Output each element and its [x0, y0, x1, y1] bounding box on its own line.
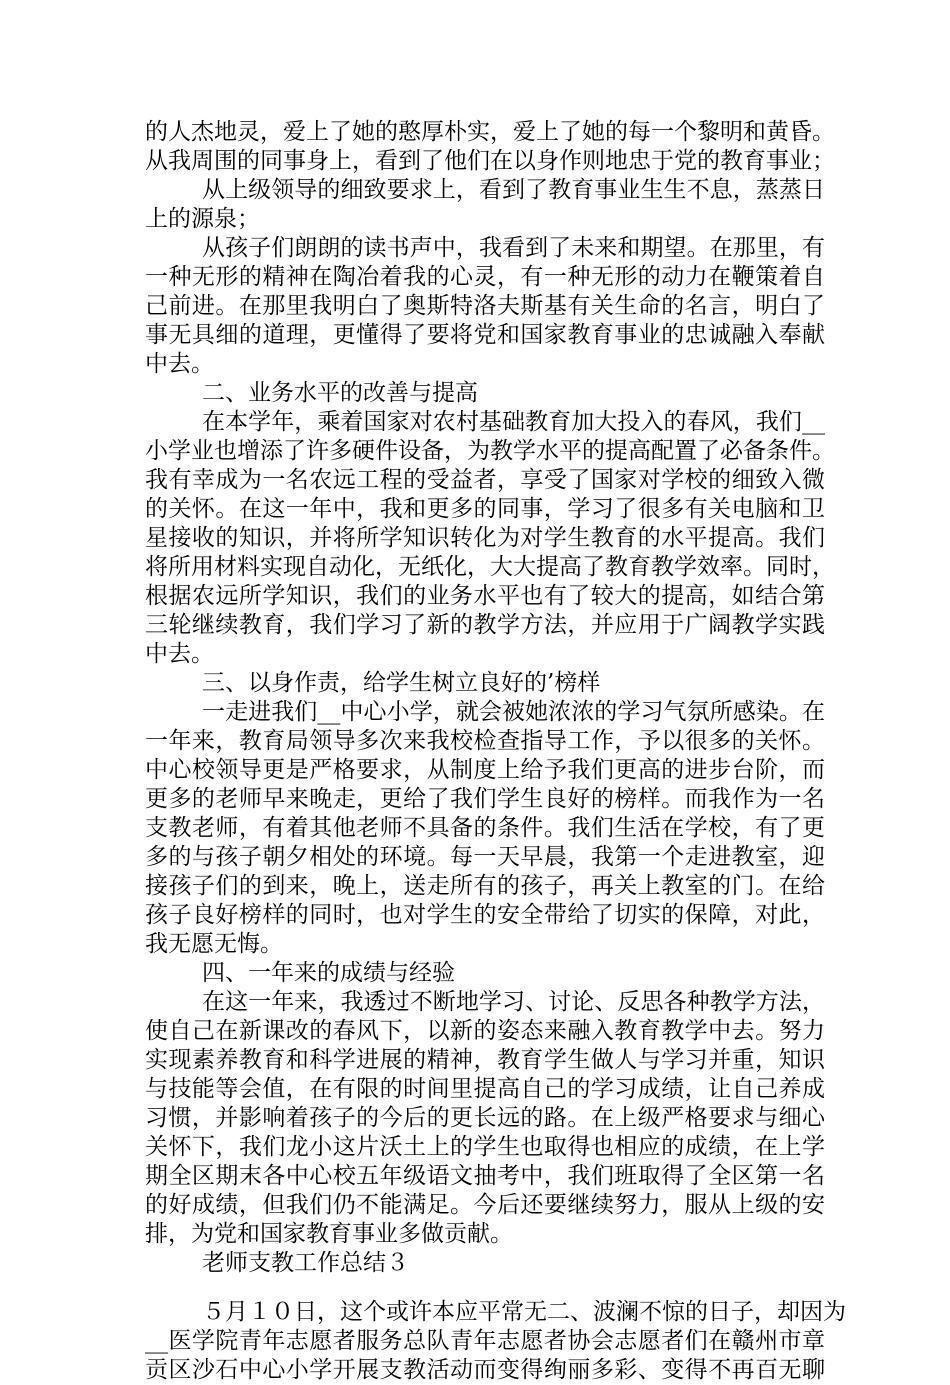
text-line: 习惯，并影响着孩子的今后的更长远的路。在上级严格要求与细心: [145, 1105, 825, 1131]
text-line: 排，为党和国家教育事业多做贡献。: [145, 1221, 513, 1247]
text-line: 的好成绩，但我们仍不能满足。今后还要继续努力，服从上级的安: [145, 1192, 825, 1218]
text-line: 期全区期末各中心校五年级语文抽考中，我们班取得了全区第一名: [145, 1163, 825, 1189]
text-line: 小学业也增添了许多硬件设备，为教学水平的提高配置了必备条件。: [145, 438, 835, 464]
text-line: 多的与孩子朝夕相处的环境。每一天早晨，我第一个走进教室，迎: [145, 844, 825, 870]
text-line: 支教老师，有着其他老师不具备的条件。我们生活在学校，有了更: [145, 815, 825, 841]
text-line: 从上级领导的细致要求上，看到了教育事业生生不息，蒸蒸日: [202, 177, 825, 203]
text-line: 贡区沙石中心小学开展支教活动而变得绚丽多彩、变得不再百无聊: [145, 1357, 825, 1383]
text-line: 与技能等会值，在有限的时间里提高自己的学习成绩，让自己养成: [145, 1076, 825, 1102]
text-line: 从我周围的同事身上，看到了他们在以身作则地忠于党的教育事业；: [145, 148, 835, 174]
text-line: 关怀下，我们龙小这片沃土上的学生也取得也相应的成绩，在上学: [145, 1134, 825, 1160]
text-line: 使自己在新课改的春风下，以新的姿态来融入教育教学中去。努力: [145, 1018, 825, 1044]
text-line: 的关怀。在这一年中，我和更多的同事，学习了很多有关电脑和卫: [145, 496, 825, 522]
text-line: 更多的老师早来晚走，更给了我们学生良好的榜样。而我作为一名: [145, 786, 825, 812]
text-line: 的人杰地灵，爱上了她的憨厚朴实，爱上了她的每一个黎明和黄昏。: [145, 119, 835, 145]
section-heading: 四、一年来的成绩与经验: [202, 960, 455, 986]
text-line: 从孩子们朗朗的读书声中，我看到了未来和期望。在那里，有: [202, 235, 825, 261]
text-line: 星接收的知识，并将所学知识转化为对学生教育的水平提高。我们: [145, 525, 825, 551]
text-line: 根据农远所学知识，我们的业务水平也有了较大的提高，如结合第: [145, 583, 825, 609]
text-line: 实现素养教育和科学进展的精神，教育学生做人与学习并重，知识: [145, 1047, 825, 1073]
text-line: 中心校领导更是严格要求，从制度上给予我们更高的进步台阶，而: [145, 757, 825, 783]
text-line: 在本学年，乘着国家对农村基础教育加大投入的春风，我们__: [202, 409, 825, 435]
text-line: 中去。: [145, 641, 214, 667]
text-line: 上的源泉；: [145, 206, 260, 232]
section-heading: 老师支教工作总结３: [202, 1250, 409, 1276]
text-line: 孩子良好榜样的同时，也对学生的安全带给了切实的保障，对此，: [145, 902, 825, 928]
text-line: 一走进我们__中心小学，就会被她浓浓的学习气氛所感染。在: [202, 699, 825, 725]
text-line: 接孩子们的到来，晚上，送走所有的孩子，再关上教室的门。在给: [145, 873, 825, 899]
text-line: 一年来，教育局领导多次来我校检查指导工作，予以很多的关怀。: [145, 728, 825, 754]
text-line: 中去。: [145, 351, 214, 377]
text-line: 一种无形的精神在陶冶着我的心灵，有一种无形的动力在鞭策着自: [145, 264, 825, 290]
text-line: 三轮继续教育，我们学习了新的教学方法，并应用于广阔教学实践: [145, 612, 825, 638]
section-heading: 二、业务水平的改善与提高: [202, 380, 478, 406]
text-line: 我有幸成为一名农远工程的受益者，享受了国家对学校的细致入微: [145, 467, 825, 493]
section-heading: 三、以身作责，给学生树立良好的’榜样: [202, 670, 601, 696]
text-line: ５月１０日，这个或许本应平常无二、波澜不惊的日子，却因为: [202, 1299, 846, 1325]
text-line: 己前进。在那里我明白了奥斯特洛夫斯基有关生命的名言，明白了: [145, 293, 825, 319]
text-line: 将所用材料实现自动化，无纸化，大大提高了教育教学效率。同时，: [145, 554, 835, 580]
text-line: 事无具细的道理，更懂得了要将党和国家教育事业的忠诚融入奉献: [145, 322, 825, 348]
text-line: 在这一年来，我透过不断地学习、讨论、反思各种教学方法，: [202, 989, 825, 1015]
text-line: 我无愿无悔。: [145, 931, 283, 957]
text-line: __医学院青年志愿者服务总队青年志愿者协会志愿者们在赣州市章: [145, 1328, 825, 1354]
